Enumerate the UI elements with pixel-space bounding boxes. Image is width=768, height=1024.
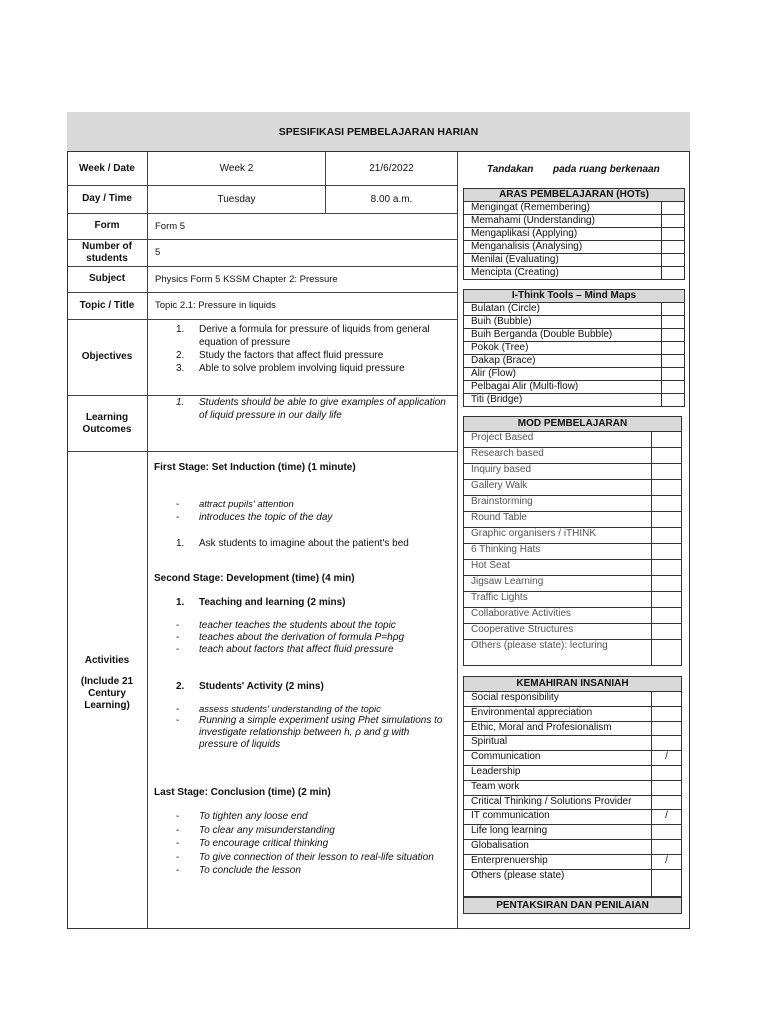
check-box[interactable] xyxy=(651,560,681,575)
checklist-label: Others (please state): lecturing xyxy=(471,640,608,651)
bullet-dash: - xyxy=(176,704,180,715)
checklist-label: Buih Berganda (Double Bubble) xyxy=(471,329,613,340)
checklist-row xyxy=(464,464,681,480)
bullet-dash: - xyxy=(176,715,180,726)
day-value: Tuesday xyxy=(217,193,256,205)
checklist-row xyxy=(464,202,684,215)
checklist-row xyxy=(464,640,681,665)
check-box[interactable] xyxy=(651,448,681,463)
checklist-row xyxy=(464,692,681,707)
topic-label: Topic / Title xyxy=(79,299,135,311)
check-box[interactable] xyxy=(651,592,681,607)
tandakan-label: Tandakan xyxy=(487,164,534,175)
week-date-label: Week / Date xyxy=(79,162,135,174)
check-box[interactable] xyxy=(651,544,681,559)
objective-num: 1. xyxy=(176,324,185,335)
bullet-dash: - xyxy=(176,852,180,863)
check-box[interactable] xyxy=(661,394,684,406)
checklist-label: Inquiry based xyxy=(471,464,532,475)
check-box[interactable] xyxy=(661,202,684,214)
checklist-label: Graphic organisers / iTHINK xyxy=(471,528,597,539)
bullet-text: teaches about the derivation of formula P=hρg xyxy=(199,632,405,643)
bullet-text: investigate relationship between h, ρ and g with xyxy=(199,727,410,738)
check-box[interactable]: / xyxy=(651,855,681,869)
checklist-row xyxy=(464,254,684,267)
checklist-row xyxy=(464,722,681,737)
checklist-label: Research based xyxy=(471,448,544,459)
checklist-row xyxy=(464,448,681,464)
checklist-label: Alir (Flow) xyxy=(471,368,516,379)
check-box[interactable] xyxy=(651,692,681,706)
checklist-label: Collaborative Activities xyxy=(471,608,572,619)
check-box[interactable] xyxy=(651,640,681,665)
bullet-text: teacher teaches the students about the topic xyxy=(199,620,396,631)
label-column-divider xyxy=(147,152,148,929)
numbered-text: Ask students to imagine about the patient's bed xyxy=(199,538,409,549)
bullet-dash: - xyxy=(176,865,180,876)
checklist-label: Traffic Lights xyxy=(471,592,528,603)
check-box[interactable] xyxy=(661,228,684,240)
checklist-row xyxy=(464,810,681,825)
checklist-row xyxy=(464,608,681,624)
bullet-text: Running a simple experiment using Phet simulations to xyxy=(199,715,443,726)
check-box[interactable] xyxy=(661,254,684,266)
checklist-row xyxy=(464,329,684,342)
outcome-text: Students should be able to give examples of application xyxy=(199,397,446,408)
check-box[interactable] xyxy=(651,512,681,527)
check-box[interactable] xyxy=(651,840,681,854)
check-box[interactable] xyxy=(651,781,681,795)
checklist-row xyxy=(464,303,684,316)
hots-title: ARAS PEMBELAJARAN (HOTs) xyxy=(464,189,684,202)
ithink-table xyxy=(463,289,685,407)
checklist-label: Communication xyxy=(471,751,541,763)
checklist-row xyxy=(464,624,681,640)
checklist-row xyxy=(464,766,681,781)
check-box[interactable] xyxy=(651,707,681,721)
tandakan-instruction: pada ruang berkenaan xyxy=(553,164,660,175)
stage-title: Last Stage: Conclusion (time) (2 min) xyxy=(154,787,331,798)
bullet-dash: - xyxy=(176,811,180,822)
bullet-dash: - xyxy=(176,620,180,631)
bullet-text: To give connection of their lesson to real-life situation xyxy=(199,852,434,863)
check-box[interactable] xyxy=(651,608,681,623)
checklist-row xyxy=(464,707,681,722)
bullet-text: To conclude the lesson xyxy=(199,865,301,876)
pentaksiran-title: PENTAKSIRAN DAN PENILAIAN xyxy=(464,898,681,913)
outcomes-label xyxy=(67,396,147,451)
date-value: 21/6/2022 xyxy=(369,163,414,174)
check-box[interactable] xyxy=(661,215,684,227)
bullet-text: To clear any misunderstanding xyxy=(199,825,335,836)
day-time-label: Day / Time xyxy=(82,193,132,204)
bullet-dash: - xyxy=(176,632,180,643)
checklist-label: Life long learning xyxy=(471,825,548,837)
checklist-row xyxy=(464,855,681,870)
check-box[interactable] xyxy=(661,381,684,393)
checklist-label: Ethic, Moral and Profesionalism xyxy=(471,721,612,733)
checklist-label: Leadership xyxy=(471,765,521,777)
check-box[interactable] xyxy=(651,796,681,810)
activities-label: Activities xyxy=(84,655,130,666)
checklist-label: Spiritual xyxy=(471,736,508,748)
checklist-row xyxy=(464,781,681,796)
check-box[interactable] xyxy=(651,464,681,479)
checklist-row xyxy=(464,381,684,394)
mod-title: MOD PEMBELAJARAN xyxy=(464,417,681,432)
outcomes-label-line1: Learning xyxy=(85,411,129,423)
checklist-row xyxy=(464,215,684,228)
objective-text: equation of pressure xyxy=(199,337,291,348)
bullet-text: To tighten any loose end xyxy=(199,811,308,822)
bullet-dash: - xyxy=(176,499,180,510)
check-box[interactable] xyxy=(661,342,684,354)
checklist-label: Team work xyxy=(471,780,520,792)
check-box[interactable] xyxy=(651,480,681,495)
checklist-label: Menganalisis (Analysing) xyxy=(471,241,583,252)
check-box[interactable] xyxy=(651,624,681,639)
checklist-row xyxy=(464,342,684,355)
time-value: 8.00 a.m. xyxy=(370,193,413,205)
checklist-label: Bulatan (Circle) xyxy=(471,303,540,314)
bullet-dash: - xyxy=(176,838,180,849)
bullet-text: assess students' understanding of the topic xyxy=(199,704,381,715)
checklist-row xyxy=(464,825,681,840)
bullet-text: teach about factors that affect fluid pressure xyxy=(199,644,394,655)
bullet-dash: - xyxy=(176,644,180,655)
checklist-row xyxy=(464,560,681,576)
objective-text: Study the factors that affect fluid pressure xyxy=(199,350,384,361)
check-box[interactable] xyxy=(651,528,681,543)
check-box[interactable] xyxy=(651,825,681,839)
checklist-label: Gallery Walk xyxy=(471,480,528,491)
subject-label: Subject xyxy=(88,273,126,284)
checklist-label: Mengaplikasi (Applying) xyxy=(471,228,578,239)
students-value: 5 xyxy=(155,247,161,258)
activities-sub: Learning) xyxy=(84,700,130,711)
checklist-label: IT communication xyxy=(471,810,550,822)
check-box[interactable] xyxy=(661,267,684,279)
checklist-row xyxy=(464,870,681,896)
checklist-label: Dakap (Brace) xyxy=(471,355,536,366)
objective-text: Derive a formula for pressure of liquids from general xyxy=(199,324,430,335)
checklist-row xyxy=(464,267,684,279)
checklist-label: Titi (Bridge) xyxy=(471,394,523,405)
outcomes-label-line2: Outcomes xyxy=(82,423,132,435)
checklist-row xyxy=(464,576,681,592)
checklist-row xyxy=(464,228,684,241)
checklist-label: Others (please state) xyxy=(471,869,565,881)
part-title: Students' Activity (2 mins) xyxy=(199,681,324,692)
subject-value: Physics Form 5 KSSM Chapter 2: Pressure xyxy=(155,273,338,285)
checklist-label: Social responsibility xyxy=(471,692,559,703)
check-box[interactable] xyxy=(651,432,681,447)
checklist-row xyxy=(464,241,684,254)
checklist-label: Buih (Bubble) xyxy=(471,316,532,327)
outcome-text: of liquid pressure in our daily life xyxy=(199,410,342,421)
objectives-label: Objectives xyxy=(81,351,133,362)
checklist-row xyxy=(464,512,681,528)
check-box[interactable] xyxy=(651,766,681,780)
checklist-row xyxy=(464,796,681,811)
checklist-label: Critical Thinking / Solutions Provider xyxy=(471,795,632,807)
students-label xyxy=(67,239,147,266)
topic-value: Topic 2.1: Pressure in liquids xyxy=(155,300,276,311)
pentaksiran-table xyxy=(463,897,682,914)
ithink-title: I-Think Tools – Mind Maps xyxy=(464,290,684,303)
checklist-row xyxy=(464,316,684,329)
checklist-row xyxy=(464,592,681,608)
objective-text: Able to solve problem involving liquid pressure xyxy=(199,363,405,374)
checklist-row xyxy=(464,480,681,496)
mod-table xyxy=(463,416,682,666)
check-box[interactable] xyxy=(661,316,684,328)
bullet-dash: - xyxy=(176,512,180,523)
students-label-line2: students xyxy=(86,252,128,264)
check-box[interactable] xyxy=(661,368,684,380)
check-box[interactable] xyxy=(651,496,681,511)
page-title: SPESIFIKASI PEMBELAJARAN HARIAN xyxy=(67,112,690,152)
bullet-dash: - xyxy=(176,825,180,836)
checklist-row xyxy=(464,394,684,406)
bullet-text: introduces the topic of the day xyxy=(199,512,333,523)
numbered-num: 1. xyxy=(176,538,185,549)
activities-sub: (Include 21 xyxy=(80,676,134,687)
check-box[interactable] xyxy=(651,576,681,591)
check-box[interactable]: / xyxy=(651,751,681,765)
stage-title: Second Stage: Development (time) (4 min) xyxy=(154,573,355,584)
kemahiran-title: KEMAHIRAN INSANIAH xyxy=(464,677,681,692)
checklist-label: Brainstorming xyxy=(471,496,533,507)
bullet-text: attract pupils' attention xyxy=(199,499,294,510)
checklist-row xyxy=(464,496,681,512)
row-divider xyxy=(67,451,458,452)
checklist-label: 6 Thinking Hats xyxy=(471,544,541,555)
students-label-line1: Number of xyxy=(82,240,132,252)
checklist-row xyxy=(464,432,681,448)
checklist-label: Jigsaw Learning xyxy=(471,576,544,587)
bullet-text: pressure of liquids xyxy=(199,739,281,750)
checklist-label: Environmental appreciation xyxy=(471,706,593,718)
checklist-row xyxy=(464,751,681,766)
checklist-label: Project Based xyxy=(471,432,534,443)
hots-table xyxy=(463,188,685,280)
activities-sub: Century xyxy=(88,688,126,699)
checklist-row xyxy=(464,355,684,368)
checklist-row xyxy=(464,736,681,751)
checklist-row xyxy=(464,544,681,560)
checklist-label: Cooperative Structures xyxy=(471,624,574,635)
week-value: Week 2 xyxy=(219,163,254,174)
checklist-label: Menilai (Evaluating) xyxy=(471,254,559,265)
checklist-label: Mengingat (Remembering) xyxy=(471,202,590,213)
objective-num: 3. xyxy=(176,363,185,374)
right-panel-divider xyxy=(457,152,458,929)
checklist-label: Hot Seat xyxy=(471,560,510,571)
outcome-num: 1. xyxy=(176,397,185,408)
part-num: 2. xyxy=(176,681,185,692)
check-box[interactable]: / xyxy=(651,810,681,824)
form-label: Form xyxy=(94,220,120,231)
check-box[interactable] xyxy=(651,870,681,896)
checklist-row xyxy=(464,840,681,855)
checklist-row xyxy=(464,528,681,544)
part-num: 1. xyxy=(176,597,185,608)
checklist-label: Pokok (Tree) xyxy=(471,342,529,353)
form-value: Form 5 xyxy=(155,220,186,232)
checklist-row xyxy=(464,368,684,381)
checklist-label: Globalisation xyxy=(471,839,529,851)
checklist-label: Pelbagai Alir (Multi-flow) xyxy=(471,381,579,392)
check-box[interactable] xyxy=(661,355,684,367)
check-box[interactable] xyxy=(651,736,681,750)
check-box[interactable] xyxy=(661,241,684,253)
check-box[interactable] xyxy=(661,329,684,341)
check-box[interactable] xyxy=(661,303,684,315)
checklist-label: Mencipta (Creating) xyxy=(471,267,559,278)
kemahiran-table xyxy=(463,676,682,897)
checklist-label: Round Table xyxy=(471,512,527,523)
stage-title: First Stage: Set Induction (time) (1 minute) xyxy=(154,462,356,473)
bullet-text: To encourage critical thinking xyxy=(199,838,329,849)
part-title: Teaching and learning (2 mins) xyxy=(199,597,346,608)
objective-num: 2. xyxy=(176,350,185,361)
checklist-label: Enterprenuership xyxy=(471,854,548,866)
checklist-label: Memahami (Understanding) xyxy=(471,215,595,226)
check-box[interactable] xyxy=(651,722,681,736)
